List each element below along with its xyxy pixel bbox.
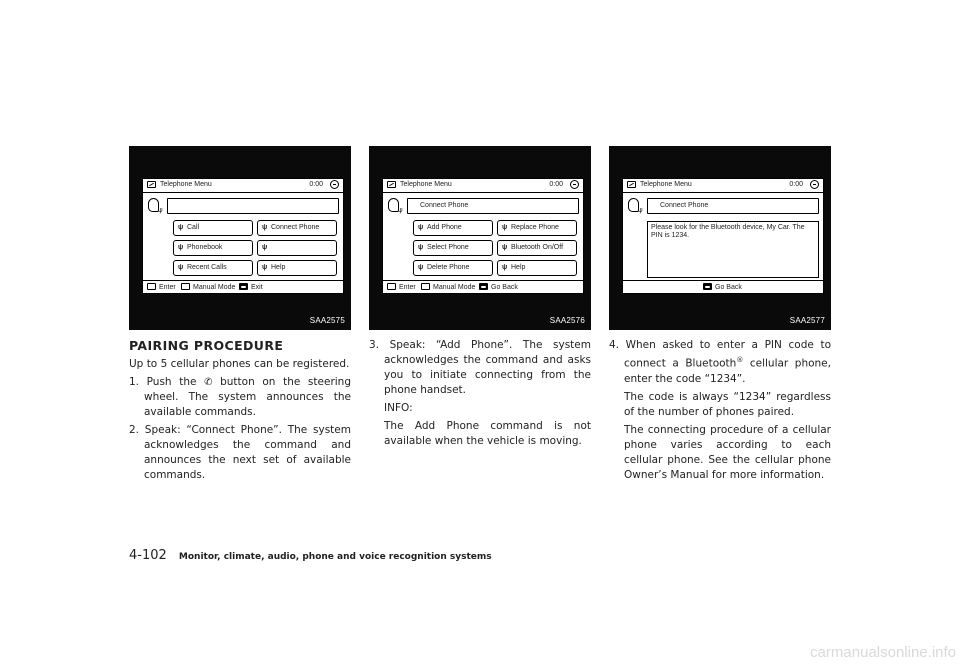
text-column-3 — [609, 338, 831, 483]
intro-text: Up to 5 cellular phones can be registered. — [129, 358, 350, 370]
paragraph-code-always: The code is always “1234” regardless of the number of phones paired. — [624, 390, 831, 418]
pin-message-box: Please look for the Bluetooth device, My Car. The PIN is 1234. — [647, 221, 819, 278]
screen-title: Telephone Menu — [400, 181, 452, 188]
screen-bottom-bar — [383, 280, 583, 293]
watermark: carmanualsonline.info — [810, 644, 956, 661]
enter-icon — [147, 283, 156, 290]
menu-button-replace-phone[interactable]: ψ Replace Phone — [497, 220, 577, 236]
section-title: PAIRING PROCEDURE — [129, 338, 284, 353]
voice-phone-icon: ✆ — [204, 377, 213, 388]
menu-button-phonebook[interactable]: ψ Phonebook — [173, 240, 253, 256]
menu-button-recent-calls[interactable]: ψ Recent Calls — [173, 260, 253, 276]
step-1: 1. Push the ✆ button on the steering wheel. The system announces the available commands. — [129, 376, 351, 418]
info-label: INFO: — [384, 402, 413, 414]
screen-title-bar — [623, 179, 823, 193]
screen-time: 0:00 — [549, 181, 563, 188]
info-text: The Add Phone command is not available when the vehicle is moving. — [384, 420, 591, 447]
prompt-box: Connect Phone — [407, 198, 579, 214]
back-icon — [570, 180, 579, 189]
voice-head-icon: ψ — [628, 198, 644, 216]
manual-mode-hint: Manual Mode — [181, 283, 235, 291]
screen-time: 0:00 — [789, 181, 803, 188]
step-3: 3. Speak: “Add Phone”. The system acknowledges the command and asks you to initiate connecting from the phone handset. — [369, 339, 591, 396]
step-4: 4. When asked to enter a PIN code to connect a Bluetooth® cellular phone, enter the code “1234”. — [609, 339, 831, 385]
step-2: 2. Speak: “Connect Phone”. The system acknowledges the command and announces the next set of available commands. — [129, 424, 351, 481]
voice-head-icon: ψ — [388, 198, 404, 216]
mic-icon: ψ — [178, 264, 184, 271]
mic-icon: ψ — [418, 264, 424, 271]
menu-button-help[interactable]: ψ Help — [257, 260, 337, 276]
figure-code: SAA2577 — [789, 316, 825, 325]
figure-pin-message — [609, 146, 831, 330]
back-icon — [810, 180, 819, 189]
exit-icon — [239, 283, 248, 290]
page-number: 4-102 — [129, 548, 167, 563]
screen-title: Telephone Menu — [160, 181, 212, 188]
menu-button-bluetooth-toggle[interactable]: ψ Bluetooth On/Off — [497, 240, 577, 256]
prompt-box: Connect Phone — [647, 198, 819, 214]
manual-mode-hint: Manual Mode — [421, 283, 475, 291]
menu-button-select-phone[interactable]: ψ Select Phone — [413, 240, 493, 256]
mic-icon: ψ — [502, 224, 508, 231]
menu-button-empty[interactable] — [257, 240, 337, 256]
mic-icon: ψ — [178, 224, 184, 231]
footer-section-title: Monitor, climate, audio, phone and voice recognition systems — [178, 552, 492, 562]
menu-button-add-phone[interactable]: ψ Add Phone — [413, 220, 493, 236]
mic-icon: ψ — [502, 264, 508, 271]
menu-button-call[interactable]: ψ Call — [173, 220, 253, 236]
mic-icon: ψ — [178, 244, 184, 251]
manual-mode-icon — [421, 283, 430, 290]
enter-hint: Enter — [147, 283, 176, 291]
figure-code: SAA2575 — [309, 316, 345, 325]
figure-connect-phone-menu — [369, 146, 591, 330]
text-column-2 — [369, 338, 591, 449]
display-screen — [142, 178, 344, 294]
mic-icon: ψ — [262, 244, 268, 251]
screen-time: 0:00 — [309, 181, 323, 188]
manual-mode-icon — [181, 283, 190, 290]
screen-bottom-bar — [623, 280, 823, 293]
screen-title-bar — [383, 179, 583, 193]
menu-button-connect-phone[interactable]: ψ Connect Phone — [257, 220, 337, 236]
screen-title-bar — [143, 179, 343, 193]
exit-hint: Exit — [239, 283, 263, 291]
go-back-hint: Go Back — [479, 283, 518, 291]
mic-icon: ψ — [418, 244, 424, 251]
mic-icon: ψ — [262, 224, 268, 231]
voice-head-icon: ψ — [148, 198, 164, 216]
telephone-icon — [627, 181, 636, 188]
go-back-icon — [703, 283, 712, 290]
display-screen — [622, 178, 824, 294]
back-icon — [330, 180, 339, 189]
enter-hint: Enter — [387, 283, 416, 291]
menu-button-help[interactable]: ψ Help — [497, 260, 577, 276]
display-screen — [382, 178, 584, 294]
mic-icon: ψ — [418, 224, 424, 231]
telephone-icon — [147, 181, 156, 188]
enter-icon — [387, 283, 396, 290]
screen-title: Telephone Menu — [640, 181, 692, 188]
page-footer — [129, 548, 492, 563]
figure-code: SAA2576 — [549, 316, 585, 325]
figure-telephone-menu — [129, 146, 351, 330]
prompt-box — [167, 198, 339, 214]
telephone-icon — [387, 181, 396, 188]
text-column-1 — [129, 357, 351, 483]
screen-bottom-bar — [143, 280, 343, 293]
mic-icon: ψ — [502, 244, 508, 251]
menu-button-delete-phone[interactable]: ψ Delete Phone — [413, 260, 493, 276]
go-back-icon — [479, 283, 488, 290]
paragraph-procedure-varies: The connecting procedure of a cellular phone varies according to each cellular phone. See the cellular phone Owner’s Manual for more information. — [624, 423, 831, 481]
go-back-hint: Go Back — [703, 283, 742, 291]
mic-icon: ψ — [262, 264, 268, 271]
